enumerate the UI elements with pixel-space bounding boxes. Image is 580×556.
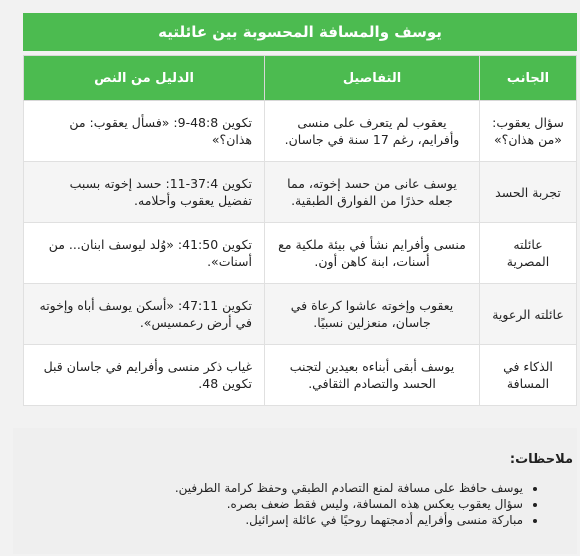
list-item: • يوسف حافظ على مسافة لمنع التصادم الطبقي وحفظ كرامة الطرفين. [175,480,523,496]
cell-aspect: عائلته الرعوية [480,284,577,345]
cell-evidence: تكوين 37:4-11: حسد إخوته بسبب تفضيل يعقوب وأحلامه. [24,162,265,223]
cell-details: يعقوب وإخوته عاشوا كرعاة في جاسان، منعزلين نسبيًا. [265,284,480,345]
column-header-evidence: الدليل من النص [24,56,265,101]
table-row [24,162,577,223]
cell-evidence: غياب ذكر منسى وأفرايم في جاسان قبل تكوين 48. [24,345,265,406]
cell-aspect: تجربة الحسد [480,162,577,223]
cell-evidence: تكوين 41:50: «وُلد ليوسف ابنان... من أسنات». [24,223,265,284]
cell-aspect: سؤال يعقوب: «من هذان؟» [480,101,577,162]
column-header-details: التفاصيل [265,56,480,101]
cell-details: يعقوب لم يتعرف على منسى وأفرايم، رغم 17 سنة في جاسان. [265,101,480,162]
table-row [24,223,577,284]
comparison-table [23,55,577,406]
document [23,13,577,406]
notes-list [175,480,541,528]
cell-aspect: الذكاء في المسافة [480,345,577,406]
list-item: • سؤال يعقوب يعكس هذه المسافة، وليس فقط ضعف بصره. [175,496,523,512]
page-title: يوسف والمسافة المحسوبة بين عائلتيه [23,13,577,51]
cell-aspect: عائلته المصرية [480,223,577,284]
table-row [24,284,577,345]
table-header-row [24,56,577,101]
cell-evidence: تكوين 47:11: «أسكن يوسف أباه وإخوته في أرض رعمسيس». [24,284,265,345]
cell-details: منسى وأفرايم نشأ في بيئة ملكية مع أسنات، ابنة كاهن أون. [265,223,480,284]
cell-details: يوسف أبقى أبناءه بعيدين لتجنب الحسد والتصادم الثقافي. [265,345,480,406]
cell-details: يوسف عانى من حسد إخوته، مما جعله حذرًا من الفوارق الطبقية. [265,162,480,223]
table-row [24,345,577,406]
notes-heading: ملاحظات: [509,452,573,467]
column-header-aspect: الجانب [480,56,577,101]
list-item: • مباركة منسى وأفرايم أدمجتهما روحيًا في عائلة إسرائيل. [175,512,523,528]
notes-section [13,428,577,554]
table-row [24,101,577,162]
cell-evidence: تكوين 48:8-9: «فسأل يعقوب: من هذان؟» [24,101,265,162]
